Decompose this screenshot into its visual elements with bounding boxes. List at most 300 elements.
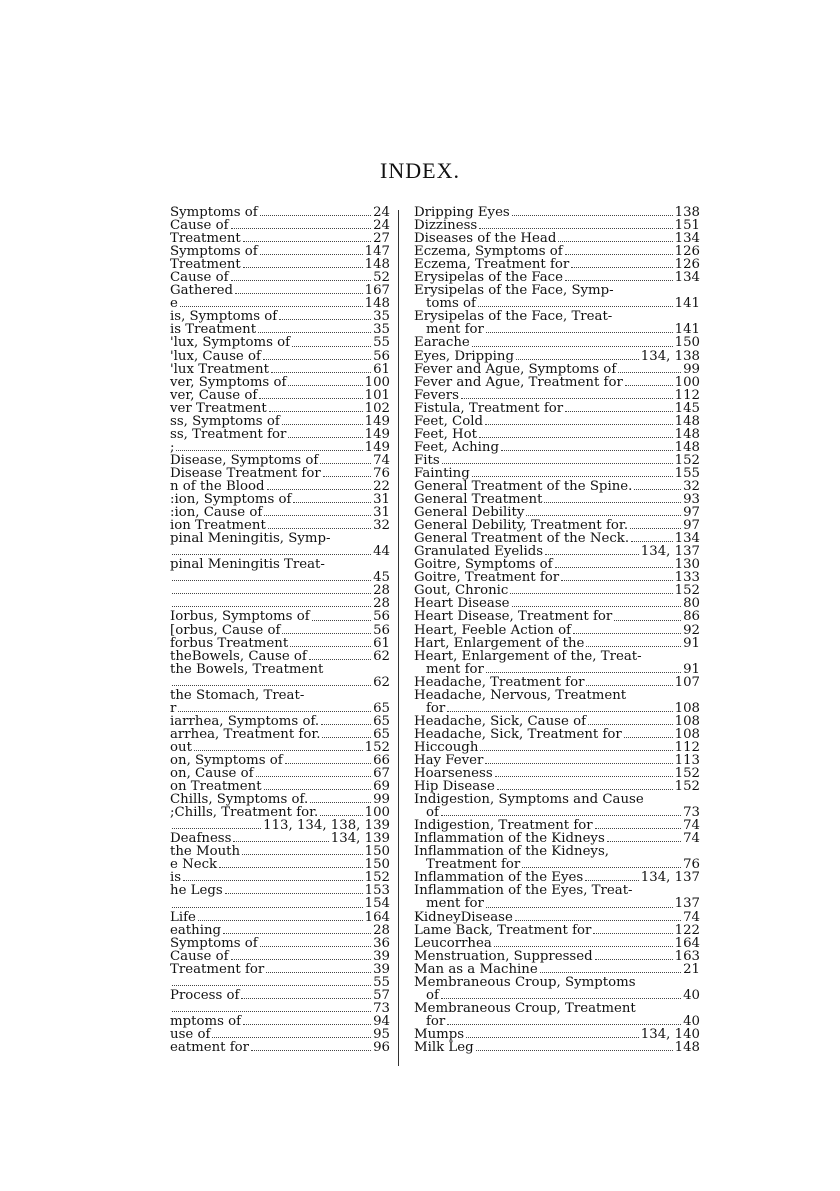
leader-dots (180, 306, 363, 307)
entry-page-number: 36 (373, 935, 390, 951)
entry-label: Chills, Symptoms of. (170, 792, 309, 808)
leader-dots (565, 411, 673, 412)
entry-page-number: 40 (683, 1013, 700, 1029)
entry-label: Diseases of the Head (414, 231, 557, 247)
entry-page-number: 148 (674, 426, 700, 442)
index-entry (414, 610, 700, 623)
leader-dots (461, 398, 673, 399)
entry-label: the Stomach, Treat- (170, 687, 305, 703)
index-entry (170, 950, 390, 963)
entry-page-number: 164 (674, 935, 700, 951)
entry-label: Fevers (414, 387, 459, 403)
entry-page-number: 141 (674, 296, 700, 312)
entry-label: Headache, Treatment for (414, 674, 585, 690)
entry-page-number: 152 (674, 766, 700, 782)
index-entry (170, 884, 390, 897)
entry-page-number: 62 (373, 674, 390, 690)
entry-page-number: 152 (674, 779, 700, 795)
entry-label: Fever and Ague, Symptoms of (414, 361, 617, 377)
entry-page-number: 74 (373, 452, 390, 468)
index-entry (170, 650, 390, 663)
leader-dots (479, 228, 672, 229)
index-entry (414, 441, 700, 454)
entry-page-number: 130 (674, 557, 700, 573)
leader-dots (486, 672, 681, 673)
entry-page-number: 99 (373, 792, 390, 808)
entry-label: Process of (170, 987, 240, 1003)
leader-dots (260, 946, 371, 947)
entry-page-number: 56 (373, 348, 390, 364)
entry-page-number: 148 (674, 1040, 700, 1055)
leader-dots (588, 724, 673, 725)
leader-dots (172, 907, 363, 908)
entry-label: Fainting (414, 465, 470, 481)
entry-label: ; (170, 439, 175, 455)
entry-label: eathing (170, 922, 222, 938)
entry-label: Gathered (170, 283, 234, 299)
index-column-left (170, 206, 390, 1054)
leader-dots (172, 1011, 371, 1012)
entry-page-number: 148 (674, 413, 700, 429)
entry-page-number: 66 (373, 752, 390, 768)
entry-page-number: 101 (364, 387, 390, 403)
leader-dots (172, 606, 371, 607)
entry-page-number: 35 (373, 322, 390, 338)
leader-dots (172, 828, 261, 829)
entry-page-number: 134 (674, 531, 700, 547)
entry-label: Heart, Feeble Action of (414, 622, 572, 638)
index-entry (414, 950, 700, 963)
index-entry (170, 911, 390, 924)
entry-label: of (426, 987, 439, 1003)
leader-dots (260, 254, 363, 255)
entry-label: Eyes, Dripping (414, 348, 514, 364)
leader-dots (320, 463, 371, 464)
leader-dots (258, 332, 371, 333)
leader-dots (472, 346, 673, 347)
entry-label: Inflammation of the Eyes, Treat- (414, 883, 633, 899)
index-entry (170, 454, 390, 467)
index-entry (414, 402, 700, 415)
index-entry (414, 376, 700, 389)
entry-label: :ion, Symptoms of (170, 492, 292, 508)
entry-page-number: 150 (364, 844, 390, 860)
entry-label: Treatment for (426, 857, 521, 873)
entry-page-number: 28 (373, 596, 390, 612)
entry-page-number: 52 (373, 270, 390, 286)
entry-page-number: 167 (364, 283, 390, 299)
entry-label: Treatment for (170, 961, 265, 977)
leader-dots (485, 424, 673, 425)
entry-page-number: 56 (373, 622, 390, 638)
leader-dots (176, 450, 362, 451)
leader-dots (172, 554, 371, 555)
leader-dots (631, 541, 673, 542)
entry-page-number: 152 (674, 452, 700, 468)
entry-label: Hay Fever (414, 752, 484, 768)
leader-dots (183, 880, 363, 881)
entry-label: mptoms of (170, 1013, 242, 1029)
entry-label: Cause of (170, 948, 229, 964)
index-entry (170, 558, 390, 571)
index-entry (414, 1015, 700, 1028)
leader-dots (485, 763, 672, 764)
leader-dots (585, 880, 639, 881)
entry-label: Granulated Eyelids (414, 544, 544, 560)
entry-page-number: 93 (683, 492, 700, 508)
entry-page-number: 164 (364, 909, 390, 925)
index-entry (414, 676, 700, 689)
entry-page-number: 113, 134, 138, 139 (263, 818, 390, 834)
leader-dots (565, 254, 673, 255)
leader-dots (624, 737, 673, 738)
entry-label: Fits (414, 452, 440, 468)
entry-page-number: 100 (364, 805, 390, 821)
entry-label: General Treatment of the Neck. (414, 531, 630, 547)
entry-label: Symptoms of (170, 244, 258, 260)
leader-dots (512, 215, 673, 216)
entry-page-number: 74 (683, 831, 700, 847)
entry-label: [orbus, Cause of (170, 622, 281, 638)
entry-page-number: 56 (373, 609, 390, 625)
entry-label: e Neck (170, 857, 218, 873)
entry-page-number: 154 (364, 896, 390, 912)
entry-label: ment for (426, 322, 484, 338)
entry-page-number: 150 (674, 335, 700, 351)
entry-label: Iorbus, Symptoms of (170, 609, 310, 625)
entry-label: Hip Disease (414, 779, 495, 795)
entry-page-number: 65 (373, 713, 390, 729)
leader-dots (441, 998, 681, 999)
leader-dots (282, 633, 371, 634)
index-entry (170, 689, 390, 702)
entry-page-number: 95 (373, 1026, 390, 1042)
leader-dots (558, 241, 672, 242)
leader-dots (231, 280, 372, 281)
entry-page-number: 138 (674, 205, 700, 220)
entry-label: General Debility, Treatment for. (414, 518, 629, 534)
leader-dots (243, 1024, 371, 1025)
leader-dots (573, 633, 681, 634)
entry-page-number: 65 (373, 700, 390, 716)
entry-page-number: 126 (674, 257, 700, 273)
entry-label: of (426, 805, 439, 821)
entry-page-number: 61 (373, 361, 390, 377)
leader-dots (309, 659, 371, 660)
leader-dots (282, 424, 363, 425)
entry-label: ment for (426, 661, 484, 677)
leader-dots (198, 920, 363, 921)
index-entry (414, 924, 700, 937)
leader-dots (231, 228, 372, 229)
entry-label: Hoarseness (414, 766, 493, 782)
entry-label: iarrhea, Symptoms of. (170, 713, 320, 729)
entry-label: on, Symptoms of (170, 752, 283, 768)
entry-label: toms of (426, 296, 476, 312)
entry-label: Cause of (170, 270, 229, 286)
index-entry (170, 924, 390, 937)
entry-label: is Treatment (170, 322, 257, 338)
index-entry (170, 1041, 390, 1054)
leader-dots (288, 437, 362, 438)
entry-page-number: 73 (373, 1000, 390, 1016)
leader-dots (231, 959, 372, 960)
leader-dots (241, 998, 371, 999)
index-entry (170, 676, 390, 689)
entry-label: Symptoms of (170, 935, 258, 951)
entry-page-number: 27 (373, 231, 390, 247)
leader-dots (515, 920, 681, 921)
leader-dots (516, 359, 639, 360)
entry-page-number: 61 (373, 635, 390, 651)
leader-dots (512, 606, 682, 607)
leader-dots (223, 933, 371, 934)
leader-dots (212, 1037, 371, 1038)
entry-label: on, Cause of (170, 766, 254, 782)
entry-label: Lame Back, Treatment for (414, 922, 592, 938)
index-entry (170, 532, 390, 545)
entry-page-number: 134, 137 (640, 870, 700, 886)
leader-dots (586, 685, 672, 686)
entry-label: General Treatment of the Spine. (414, 478, 633, 494)
entry-page-number: 94 (373, 1013, 390, 1029)
entry-page-number: 22 (373, 478, 390, 494)
entry-page-number: 145 (674, 400, 700, 416)
entry-label: pinal Meningitis Treat- (170, 557, 325, 573)
column-divider (398, 210, 399, 1066)
entry-label: ;Chills, Treatment for. (170, 805, 319, 821)
entry-page-number: 150 (364, 857, 390, 873)
entry-page-number: 149 (364, 413, 390, 429)
entry-page-number: 100 (674, 374, 700, 390)
leader-dots (256, 776, 372, 777)
entry-page-number: 86 (683, 609, 700, 625)
entry-label: Feet, Aching (414, 439, 499, 455)
entry-page-number: 97 (683, 518, 700, 534)
index-entry (170, 350, 390, 363)
entry-label: Inflammation of the Kidneys (414, 831, 605, 847)
entry-label: Inflammation of the Eyes (414, 870, 584, 886)
entry-page-number: 65 (373, 726, 390, 742)
entry-label: ment for (426, 896, 484, 912)
leader-dots (323, 476, 371, 477)
index-entry (170, 610, 390, 623)
index-entry (170, 937, 390, 950)
index-column-right (414, 206, 700, 1054)
entry-page-number: 31 (373, 492, 390, 508)
entry-label: Menstruation, Suppressed (414, 948, 593, 964)
index-entry (414, 350, 700, 363)
entry-page-number: 155 (674, 465, 700, 481)
entry-label: for (426, 1013, 446, 1029)
entry-page-number: 32 (373, 518, 390, 534)
index-entry (170, 702, 390, 715)
index-entry (170, 1015, 390, 1028)
leader-dots (447, 711, 672, 712)
entry-label: 'lux Treatment (170, 361, 269, 377)
entry-label: Heart, Enlargement of the, Treat- (414, 648, 642, 664)
entry-label: Eczema, Symptoms of (414, 244, 563, 260)
index-entry (170, 728, 390, 741)
entry-page-number: 107 (674, 674, 700, 690)
entry-page-number: 152 (364, 739, 390, 755)
entry-label: Symptoms of (170, 205, 258, 220)
index-entry (170, 415, 390, 428)
leader-dots (172, 985, 371, 986)
leader-dots (310, 802, 371, 803)
leader-dots (476, 1050, 673, 1051)
leader-dots (586, 646, 681, 647)
leader-dots (320, 815, 362, 816)
entry-page-number: 134 (674, 231, 700, 247)
entry-page-number: 100 (364, 374, 390, 390)
entry-page-number: 102 (364, 400, 390, 416)
index-entry (170, 428, 390, 441)
leader-dots (292, 346, 371, 347)
entry-page-number: 113 (674, 752, 700, 768)
leader-dots (555, 567, 673, 568)
leader-dots (172, 580, 371, 581)
leader-dots (545, 554, 639, 555)
entry-page-number: 152 (364, 870, 390, 886)
entry-label: Goitre, Treatment for (414, 570, 560, 586)
entry-page-number: 148 (364, 257, 390, 273)
index-entry (414, 1002, 700, 1015)
leader-dots (321, 724, 371, 725)
entry-page-number: 153 (364, 883, 390, 899)
index-entry (170, 897, 390, 910)
entry-label: Goitre, Symptoms of (414, 557, 553, 573)
entry-label: General Debility (414, 505, 525, 521)
leader-dots (447, 1024, 681, 1025)
leader-dots (225, 893, 363, 894)
entry-page-number: 40 (683, 987, 700, 1003)
leader-dots (243, 267, 363, 268)
leader-dots (322, 737, 371, 738)
leader-dots (614, 620, 681, 621)
entry-label: :ion, Cause of (170, 505, 263, 521)
index-entry (414, 363, 700, 376)
entry-page-number: 133 (674, 570, 700, 586)
entry-label: ver, Symptoms of (170, 374, 287, 390)
entry-label: Feet, Hot (414, 426, 477, 442)
entry-label: Man as a Machine (414, 961, 538, 977)
index-entry (414, 389, 700, 402)
entry-label: 'lux, Symptoms of (170, 335, 291, 351)
entry-label: Membraneous Croup, Treatment (414, 1000, 636, 1016)
entry-label: the Bowels, Treatment (170, 661, 324, 677)
index-entry (414, 728, 700, 741)
entry-label: Mumps (414, 1026, 465, 1042)
leader-dots (312, 620, 371, 621)
entry-page-number: 149 (364, 439, 390, 455)
entry-page-number: 39 (373, 961, 390, 977)
index-entry (414, 454, 700, 467)
entry-label: Feet, Cold (414, 413, 483, 429)
index-entry (414, 741, 700, 754)
entry-label: Milk Leg (414, 1040, 474, 1055)
entry-label: Heart Disease, Treatment for (414, 609, 613, 625)
leader-dots (233, 841, 328, 842)
leader-dots (172, 593, 371, 594)
entry-label: Heart Disease (414, 596, 510, 612)
entry-page-number: 112 (674, 387, 700, 403)
entry-page-number: 39 (373, 948, 390, 964)
leader-dots (593, 933, 672, 934)
index-entry (414, 663, 700, 676)
leader-dots (544, 502, 681, 503)
entry-page-number: 99 (683, 361, 700, 377)
index-entry (414, 976, 700, 989)
entry-page-number: 134, 139 (330, 831, 390, 847)
entry-page-number: 108 (674, 713, 700, 729)
entry-label: theBowels, Cause of (170, 648, 307, 664)
entry-page-number: 76 (373, 465, 390, 481)
leader-dots (441, 815, 681, 816)
entry-label: Cause of (170, 218, 229, 234)
entry-label: Erysipelas of the Face, Symp- (414, 283, 614, 299)
leader-dots (607, 841, 681, 842)
index-entry (414, 428, 700, 441)
entry-page-number: 35 (373, 309, 390, 325)
entry-label: Dripping Eyes (414, 205, 510, 220)
entry-page-number: 28 (373, 583, 390, 599)
index-entry (414, 415, 700, 428)
entry-label: Membraneous Croup, Symptoms (414, 974, 636, 990)
leader-dots (285, 763, 371, 764)
index-entry (170, 1002, 390, 1015)
leader-dots (259, 398, 362, 399)
entry-page-number: 32 (683, 478, 700, 494)
leader-dots (571, 267, 672, 268)
entry-label: on Treatment (170, 779, 262, 795)
leader-dots (486, 907, 673, 908)
leader-dots (561, 580, 672, 581)
entry-label: General Treatment (414, 492, 543, 508)
entry-page-number: 74 (683, 818, 700, 834)
entry-label: is, Symptoms of (170, 309, 278, 325)
leader-dots (271, 372, 371, 373)
entry-label: pinal Meningitis, Symp- (170, 531, 331, 547)
entry-label: KidneyDisease (414, 909, 513, 925)
entry-label: Disease, Symptoms of (170, 452, 319, 468)
entry-label: Treatment (170, 231, 241, 247)
leader-dots (565, 280, 673, 281)
entry-page-number: 147 (364, 244, 390, 260)
entry-page-number: 134, 137 (640, 544, 700, 560)
leader-dots (501, 450, 673, 451)
leader-dots (526, 515, 681, 516)
index-entry (170, 741, 390, 754)
index-entry (170, 376, 390, 389)
index-entry (170, 637, 390, 650)
entry-label: n of the Blood (170, 478, 265, 494)
entry-label: Treatment (170, 257, 241, 273)
entry-page-number: 163 (674, 948, 700, 964)
entry-label: eatment for (170, 1040, 250, 1055)
entry-label: Erysipelas of the Face (414, 270, 563, 286)
leader-dots (480, 750, 672, 751)
leader-dots (288, 385, 362, 386)
leader-dots (595, 959, 673, 960)
leader-dots (290, 646, 371, 647)
entry-label: Hiccough (414, 739, 479, 755)
entry-page-number: 92 (683, 622, 700, 638)
leader-dots (178, 711, 371, 712)
entry-page-number: 137 (674, 896, 700, 912)
entry-page-number: 134, 140 (640, 1026, 700, 1042)
entry-label: for (426, 700, 446, 716)
